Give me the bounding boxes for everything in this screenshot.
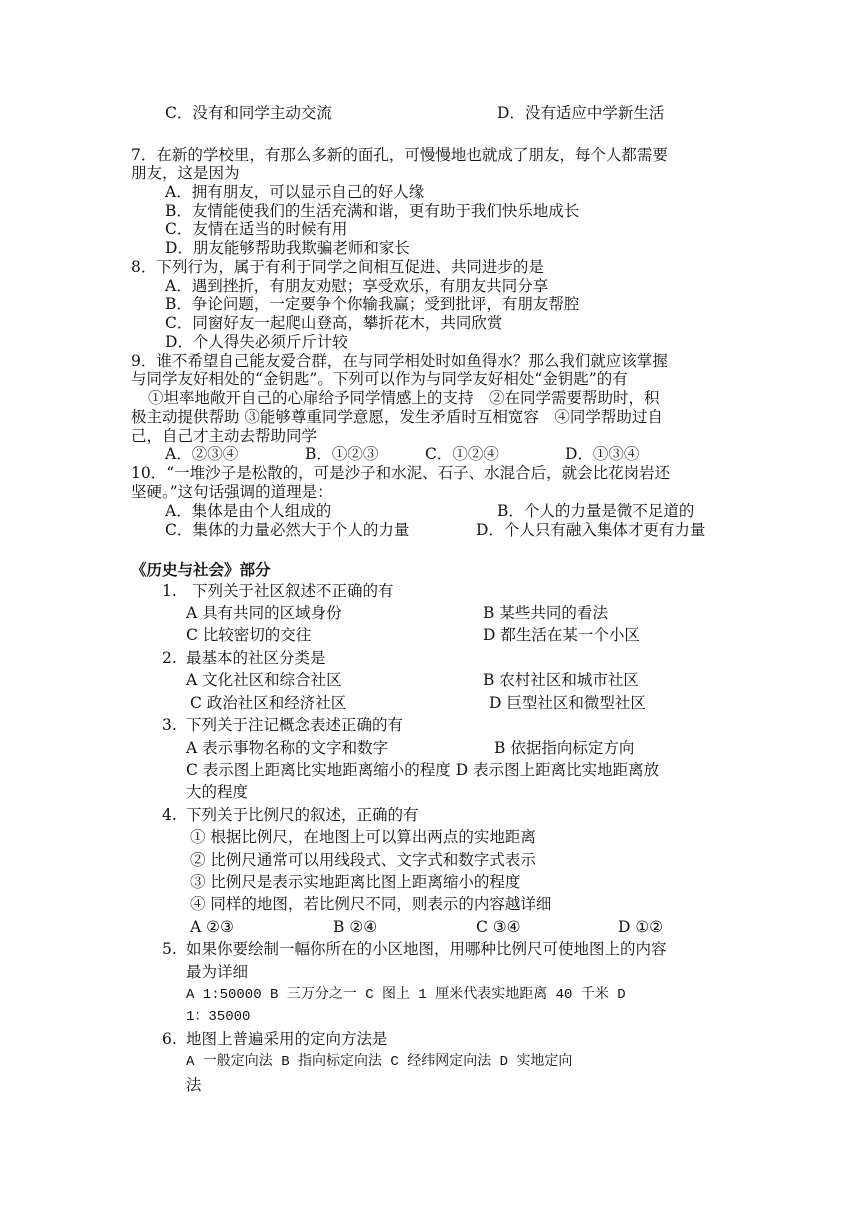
h1-stem: 下列关于社区叙述不正确的有 — [192, 582, 394, 600]
h3-option-cd-cont: 大的程度 — [186, 783, 249, 801]
h5-options-cont: 1：35000 — [186, 1009, 251, 1025]
q7-option-d: D．朋友能够帮助我欺骗老师和家长 — [165, 239, 410, 257]
h4-number: 4. — [162, 806, 177, 824]
h6-number: 6. — [162, 1030, 177, 1048]
q7-stem: 7．在新的学校里，有那么多新的面孔，可慢慢地也就成了朋友，每个人都需要 — [131, 146, 668, 164]
q9-option-d: D．①③④ — [565, 445, 640, 463]
q7-option-b: B．友情能使我们的生活充满和谐，更有助于我们快乐地成长 — [165, 202, 580, 220]
h4-option-a: A ②③ — [190, 918, 234, 936]
q10-option-d: D．个人只有融入集体才更有力量 — [476, 521, 706, 539]
h1-option-c: C 比较密切的交往 — [186, 626, 312, 644]
h3-option-b: B 依据指向标定方向 — [494, 739, 635, 757]
q7-stem-cont: 朋友，这是因为 — [131, 164, 240, 182]
h2-option-c: C 政治社区和经济社区 — [190, 694, 347, 712]
h4-option-c: C ③④ — [476, 918, 521, 936]
h5-stem-cont: 最为详细 — [186, 963, 249, 981]
h5-number: 5. — [162, 940, 177, 958]
h4-stem: 下列关于比例尺的叙述，正确的有 — [186, 806, 419, 824]
q9-option-a: A．②③④ — [165, 445, 239, 463]
h4-item-4: ④ 同样的地图，若比例尺不同，则表示的内容越详细 — [190, 895, 552, 913]
h6-stem: 地图上普遍采用的定向方法是 — [186, 1030, 388, 1048]
q8-option-a: A．遇到挫折，有朋友劝慰；享受欢乐，有朋友共同分享 — [165, 277, 549, 295]
h4-item-3: ③ 比例尺是表示实地距离比图上距离缩小的程度 — [190, 873, 521, 891]
h3-number: 3. — [162, 716, 177, 734]
h1-option-a: A 具有共同的区域身份 — [186, 604, 342, 622]
h4-option-b: B ②④ — [333, 918, 378, 936]
section-title: 《历史与社会》部分 — [131, 560, 271, 579]
q9-stem: 9．谁不希望自己能友爱合群，在与同学相处时如鱼得水？那么我们就应该掌握 — [131, 352, 668, 370]
h3-option-cd: C 表示图上距离比实地距离缩小的程度 D 表示图上距离比实地距离放 — [186, 761, 660, 779]
h6-options: A 一般定向法 B 指向标定向法 C 经纬网定向法 D 实地定向 — [186, 1054, 573, 1070]
h1-option-b: B 某些共同的看法 — [483, 604, 608, 622]
h2-option-b: B 农村社区和城市社区 — [483, 671, 639, 689]
q9-option-c: C．①②④ — [425, 445, 499, 463]
h5-options: A 1:50000 B 三万分之一 C 图上 1 厘米代表实地距离 40 千米 D — [186, 987, 626, 1003]
q9-stem-cont: 与同学友好相处的“金钥匙”。下列可以作为与同学友好相处“金钥匙”的有 — [131, 370, 628, 388]
q10-option-c: C．集体的力量必然大于个人的力量 — [165, 521, 410, 539]
q8-option-b: B．争论问题，一定要争个你输我赢；受到批评，有朋友帮腔 — [165, 295, 580, 313]
q9-option-b: B．①②③ — [305, 445, 379, 463]
h1-option-d: D 都生活在某一个小区 — [483, 626, 640, 644]
h6-options-cont: 法 — [186, 1076, 202, 1094]
q9-statements-end: 己，自己才主动去帮助同学 — [131, 427, 318, 445]
option-c: C．没有和同学主动交流 — [165, 104, 332, 122]
h3-stem: 下列关于注记概念表述正确的有 — [186, 716, 404, 734]
h4-item-1: ① 根据比例尺，在地图上可以算出两点的实地距离 — [190, 828, 536, 846]
h4-option-d: D ①② — [618, 918, 664, 936]
q8-option-c: C．同窗好友一起爬山登高，攀折花木，共同欣赏 — [165, 314, 503, 332]
h4-item-2: ② 比例尺通常可以用线段式、文字式和数字式表示 — [190, 851, 536, 869]
h1-number: 1. — [162, 582, 177, 600]
h3-option-a: A 表示事物名称的文字和数字 — [186, 739, 389, 757]
option-d: D．没有适应中学新生活 — [497, 104, 665, 122]
q8-option-d: D．个人得失必须斤斤计较 — [165, 333, 348, 351]
q9-statements-cont: 极主动提供帮助 ③能够尊重同学意愿，发生矛盾时互相宽容 ④同学帮助过自 — [131, 408, 663, 426]
q9-statements: ①坦率地敞开自己的心扉给予同学情感上的支持 ②在同学需要帮助时，积 — [148, 389, 660, 407]
h2-option-d: D 巨型社区和微型社区 — [489, 694, 646, 712]
h2-stem: 最基本的社区分类是 — [186, 649, 326, 667]
h2-number: 2. — [162, 649, 177, 667]
q7-option-c: C．友情在适当的时候有用 — [165, 220, 348, 238]
q10-option-a: A．集体是由个人组成的 — [165, 502, 332, 520]
q10-stem-cont: 坚硬。”这句话强调的道理是： — [131, 483, 333, 501]
q10-stem: 10．“一堆沙子是松散的，可是沙子和水泥、石子、水混合后，就会比花岗岩还 — [131, 464, 671, 482]
h5-stem: 如果你要绘制一幅你所在的小区地图，用哪种比例尺可使地图上的内容 — [186, 940, 667, 958]
q10-option-b: B．个人的力量是微不足道的 — [497, 502, 695, 520]
q8-stem: 8．下列行为，属于有利于同学之间相互促进、共同进步的是 — [131, 258, 544, 276]
q7-option-a: A．拥有朋友，可以显示自己的好人缘 — [165, 183, 425, 201]
h2-option-a: A 文化社区和综合社区 — [186, 671, 342, 689]
